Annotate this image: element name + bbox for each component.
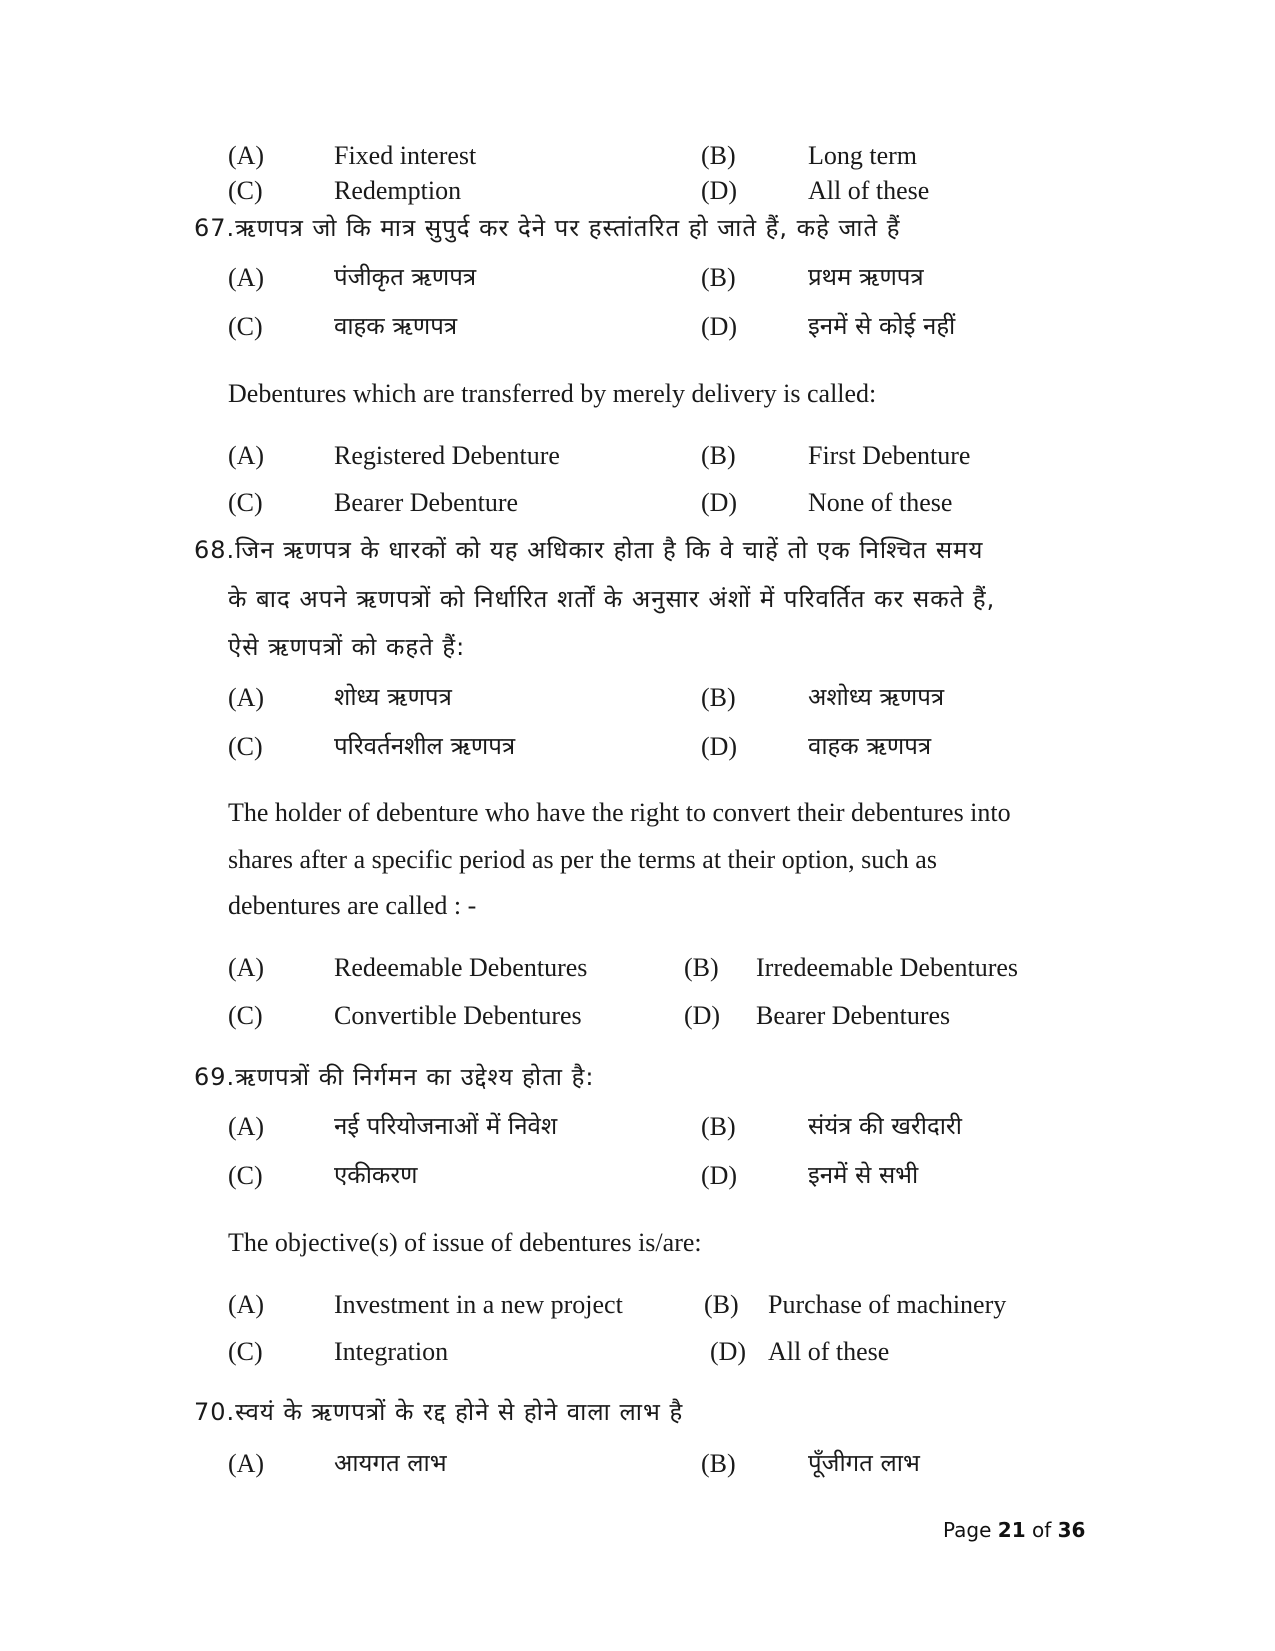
q68-hindi-question-line-1: 68.जिन ऋणपत्र के धारकों को यह अधिकार होता है कि वे चाहें तो एक निश्चित समय: [194, 536, 984, 564]
q68-english-question-line-1: The holder of debenture who have the right to convert their debentures into: [228, 798, 1011, 827]
q69-hi-option-c-text: एकीकरण: [334, 1161, 418, 1189]
q70-hi-option-b-label: (B): [701, 1449, 736, 1478]
q69-hindi-question: 69.ऋणपत्रों की निर्गमन का उद्देश्य होता है:: [194, 1063, 595, 1091]
page-word: Page: [943, 1518, 992, 1542]
q67-hi-option-d-label: (D): [701, 312, 738, 341]
q66-option-d-label: (D): [701, 176, 738, 205]
q68-en-option-c-text: Convertible Debentures: [334, 1001, 582, 1030]
page-footer: [943, 1518, 1085, 1542]
q69-en-option-c-label: (C): [228, 1337, 263, 1366]
q68-english-question-line-2: shares after a specific period as per the terms at their option, such as: [228, 845, 937, 874]
q69-en-option-d-text: All of these: [768, 1337, 890, 1366]
q67-en-option-c-text: Bearer Debenture: [334, 488, 519, 517]
q68-hi-option-d-label: (D): [701, 732, 738, 761]
q67-en-option-a-text: Registered Debenture: [334, 441, 560, 470]
q66-option-b-text: Long term: [808, 141, 918, 170]
q68-hi-option-b-label: (B): [701, 683, 736, 712]
q68-hindi-question-line-3: ऐसे ऋणपत्रों को कहते हैं:: [228, 633, 466, 661]
q69-hi-option-c-label: (C): [228, 1161, 263, 1190]
q68-hindi-question-line-2: के बाद अपने ऋणपत्रों को निर्धारित शर्तों के अनुसार अंशों में परिवर्तित कर सकते हैं,: [228, 585, 996, 613]
q70-hi-option-b-text: पूँजीगत लाभ: [808, 1449, 920, 1477]
q67-en-option-a-label: (A): [228, 441, 265, 470]
q68-english-question-line-3: debentures are called : -: [228, 891, 477, 920]
q67-en-option-b-text: First Debenture: [808, 441, 971, 470]
q66-option-d-text: All of these: [808, 176, 930, 205]
q67-en-option-d-label: (D): [701, 488, 738, 517]
q69-hi-option-b-text: संयंत्र की खरीदारी: [808, 1112, 962, 1140]
q68-hi-option-a-text: शोध्य ऋणपत्र: [334, 683, 452, 711]
page-number: 21: [997, 1518, 1026, 1542]
q67-en-option-d-text: None of these: [808, 488, 953, 517]
q69-hi-option-d-text: इनमें से सभी: [808, 1161, 919, 1189]
q69-hi-option-a-text: नई परियोजनाओं में निवेश: [334, 1112, 558, 1140]
q68-hi-option-a-label: (A): [228, 683, 265, 712]
q69-hi-option-a-label: (A): [228, 1112, 265, 1141]
q69-hi-option-d-label: (D): [701, 1161, 738, 1190]
q68-en-option-d-text: Bearer Debentures: [756, 1001, 951, 1030]
q68-en-option-b-label: (B): [684, 953, 719, 982]
q69-en-option-a-text: Investment in a new project: [334, 1290, 623, 1319]
q68-en-option-c-label: (C): [228, 1001, 263, 1030]
q69-en-option-d-label: (D): [710, 1337, 747, 1366]
q66-option-c-label: (C): [228, 176, 263, 205]
q68-hi-option-d-text: वाहक ऋणपत्र: [808, 732, 932, 760]
q66-option-a-text: Fixed interest: [334, 141, 477, 170]
q67-hi-option-d-text: इनमें से कोई नहीं: [808, 312, 956, 340]
q68-hi-option-c-label: (C): [228, 732, 263, 761]
q67-hi-option-c-text: वाहक ऋणपत्र: [334, 312, 458, 340]
q69-en-option-a-label: (A): [228, 1290, 265, 1319]
q69-hi-option-b-label: (B): [701, 1112, 736, 1141]
q67-hi-option-a-text: पंजीकृत ऋणपत्र: [334, 263, 477, 291]
q68-hi-option-b-text: अशोध्य ऋणपत्र: [808, 683, 945, 711]
total-pages: 36: [1057, 1518, 1086, 1542]
q67-hi-option-a-label: (A): [228, 263, 265, 292]
q67-hindi-question: 67.ऋणपत्र जो कि मात्र सुपुर्द कर देने पर हस्तांतरित हो जाते हैं, कहे जाते हैं: [194, 214, 901, 242]
q66-option-b-label: (B): [701, 141, 736, 170]
q70-hindi-question: 70.स्वयं के ऋणपत्रों के रद्द होने से होने वाला लाभ है: [194, 1398, 684, 1426]
q67-hi-option-b-text: प्रथम ऋणपत्र: [808, 263, 924, 291]
q67-hi-option-c-label: (C): [228, 312, 263, 341]
q68-en-option-d-label: (D): [684, 1001, 721, 1030]
of-word: of: [1031, 1518, 1052, 1542]
q70-hi-option-a-text: आयगत लाभ: [334, 1449, 447, 1477]
q67-english-question: Debentures which are transferred by merely delivery is called:: [228, 379, 877, 408]
q69-en-option-b-text: Purchase of machinery: [768, 1290, 1007, 1319]
q68-en-option-b-text: Irredeemable Debentures: [756, 953, 1019, 982]
q67-en-option-b-label: (B): [701, 441, 736, 470]
q66-option-c-text: Redemption: [334, 176, 462, 205]
q69-en-option-b-label: (B): [704, 1290, 739, 1319]
q68-en-option-a-text: Redeemable Debentures: [334, 953, 588, 982]
q67-en-option-c-label: (C): [228, 488, 263, 517]
q69-english-question: The objective(s) of issue of debentures is/are:: [228, 1228, 702, 1257]
q67-hi-option-b-label: (B): [701, 263, 736, 292]
q68-hi-option-c-text: परिवर्तनशील ऋणपत्र: [334, 732, 516, 760]
q69-en-option-c-text: Integration: [334, 1337, 449, 1366]
q70-hi-option-a-label: (A): [228, 1449, 265, 1478]
q66-option-a-label: (A): [228, 141, 265, 170]
q68-en-option-a-label: (A): [228, 953, 265, 982]
